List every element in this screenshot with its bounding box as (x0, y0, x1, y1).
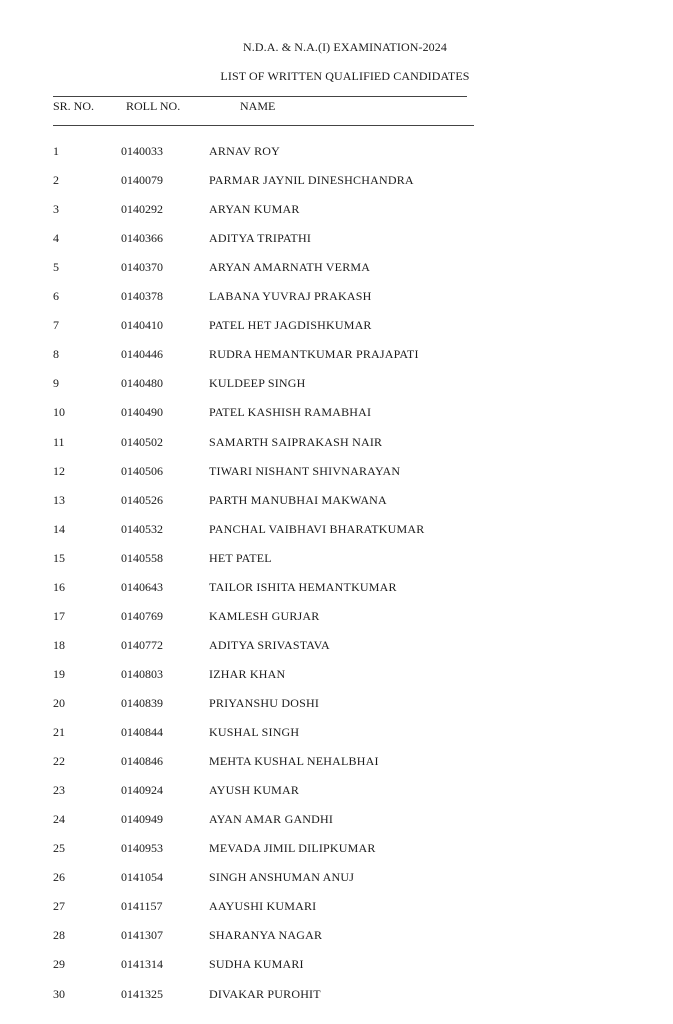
sr-no-cell: 18 (53, 637, 65, 652)
sr-no-cell: 21 (53, 725, 65, 739)
roll-no-cell: 0140643 (121, 579, 163, 594)
table-row (0, 812, 673, 832)
roll-no-cell: 0140410 (121, 318, 163, 333)
sr-no-cell: 1 (53, 144, 59, 158)
roll-no-cell: 0140446 (121, 347, 163, 362)
name-cell: PANCHAL VAIBHAVI BHARATKUMAR (209, 521, 425, 536)
table-row (0, 464, 673, 484)
sr-no-cell: 30 (53, 986, 65, 1001)
sr-no-cell: 26 (53, 870, 65, 885)
name-cell: KAMLESH GURJAR (209, 608, 320, 623)
sr-no-cell: 9 (53, 376, 59, 391)
sr-no-cell: 25 (53, 841, 65, 856)
table-row (0, 580, 673, 600)
roll-no-cell: 0140378 (121, 289, 163, 304)
name-cell: IZHAR KHAN (209, 666, 286, 681)
name-cell: DIVAKAR PUROHIT (209, 986, 321, 1001)
column-header-roll-no: ROLL NO. (126, 99, 181, 113)
roll-no-cell: 0141054 (121, 870, 163, 885)
name-cell: ARYAN AMARNATH VERMA (209, 260, 371, 275)
list-title: LIST OF WRITTEN QUALIFIED CANDIDATES (220, 69, 470, 83)
table-row (0, 609, 673, 629)
sr-no-cell: 10 (53, 405, 65, 420)
name-cell: SUDHA KUMARI (209, 957, 304, 972)
sr-no-cell: 5 (53, 260, 59, 275)
roll-no-cell: 0140506 (121, 463, 163, 478)
sr-no-cell: 4 (53, 231, 59, 246)
roll-no-cell: 0141307 (121, 928, 163, 943)
table-row (0, 551, 673, 571)
roll-no-cell: 0140953 (121, 841, 163, 856)
name-cell: MEHTA KUSHAL NEHALBHAI (209, 754, 379, 769)
roll-no-cell: 0140033 (121, 144, 163, 158)
name-cell: ARYAN KUMAR (209, 202, 300, 217)
roll-no-cell: 0140844 (121, 725, 163, 739)
roll-no-cell: 0141325 (121, 986, 163, 1001)
table-row (0, 667, 673, 687)
roll-no-cell: 0140846 (121, 754, 163, 769)
sr-no-cell: 23 (53, 783, 65, 798)
roll-no-cell: 0140924 (121, 783, 163, 798)
roll-no-cell: 0140772 (121, 637, 163, 652)
sr-no-cell: 17 (53, 608, 65, 623)
table-row (0, 231, 673, 251)
table-row (0, 870, 673, 890)
table-row (0, 144, 673, 164)
name-cell: AYAN AMAR GANDHI (209, 812, 334, 827)
table-row (0, 725, 673, 745)
name-cell: AYUSH KUMAR (209, 783, 300, 798)
sr-no-cell: 22 (53, 754, 65, 769)
table-row (0, 405, 673, 425)
sr-no-cell: 12 (53, 463, 65, 478)
sr-no-cell: 14 (53, 521, 65, 536)
name-cell: SINGH ANSHUMAN ANUJ (209, 870, 355, 885)
table-row (0, 202, 673, 222)
name-cell: PATEL HET JAGDISHKUMAR (209, 318, 372, 333)
name-cell: PRIYANSHU DOSHI (209, 696, 320, 710)
name-cell: SHARANYA NAGAR (209, 928, 323, 943)
table-row (0, 173, 673, 193)
roll-no-cell: 0140803 (121, 666, 163, 681)
roll-no-cell: 0140949 (121, 812, 163, 827)
sr-no-cell: 20 (53, 696, 65, 710)
sr-no-cell: 28 (53, 928, 65, 943)
table-row (0, 754, 673, 774)
sr-no-cell: 27 (53, 899, 65, 914)
name-cell: ARNAV ROY (209, 144, 281, 158)
sr-no-cell: 13 (53, 492, 65, 507)
roll-no-cell: 0141314 (121, 957, 163, 972)
name-cell: TAILOR ISHITA HEMANTKUMAR (209, 579, 397, 594)
roll-no-cell: 0140502 (121, 434, 163, 449)
roll-no-cell: 0140480 (121, 376, 163, 391)
name-cell: ADITYA TRIPATHI (209, 231, 312, 246)
roll-no-cell: 0140558 (121, 550, 163, 565)
roll-no-cell: 0140490 (121, 405, 163, 420)
name-cell: AAYUSHI KUMARI (209, 899, 317, 914)
name-cell: LABANA YUVRAJ PRAKASH (209, 289, 372, 304)
roll-no-cell: 0140526 (121, 492, 163, 507)
sr-no-cell: 19 (53, 666, 65, 681)
table-row (0, 783, 673, 803)
table-row (0, 987, 673, 1007)
table-row (0, 522, 673, 542)
roll-no-cell: 0140769 (121, 608, 163, 623)
table-row (0, 899, 673, 919)
name-cell: RUDRA HEMANTKUMAR PRAJAPATI (209, 347, 419, 362)
sr-no-cell: 15 (53, 550, 65, 565)
name-cell: KUSHAL SINGH (209, 725, 300, 739)
roll-no-cell: 0140532 (121, 521, 163, 536)
name-cell: SAMARTH SAIPRAKASH NAIR (209, 434, 383, 449)
sr-no-cell: 16 (53, 579, 65, 594)
roll-no-cell: 0140370 (121, 260, 163, 275)
sr-no-cell: 6 (53, 289, 59, 304)
table-row (0, 957, 673, 977)
name-cell: TIWARI NISHANT SHIVNARAYAN (209, 463, 401, 478)
roll-no-cell: 0141157 (121, 899, 163, 914)
name-cell: MEVADA JIMIL DILIPKUMAR (209, 841, 376, 856)
name-cell: PATEL KASHISH RAMABHAI (209, 405, 372, 420)
column-header-name: NAME (240, 99, 276, 113)
table-row (0, 696, 673, 716)
sr-no-cell: 3 (53, 202, 59, 217)
name-cell: KULDEEP SINGH (209, 376, 306, 391)
name-cell: PARTH MANUBHAI MAKWANA (209, 492, 387, 507)
table-row (0, 841, 673, 861)
exam-title: N.D.A. & N.A.(I) EXAMINATION-2024 (243, 40, 447, 54)
name-cell: ADITYA SRIVASTAVA (209, 637, 330, 652)
name-cell: PARMAR JAYNIL DINESHCHANDRA (209, 173, 414, 188)
table-row (0, 318, 673, 338)
roll-no-cell: 0140366 (121, 231, 163, 246)
column-header-sr-no: SR. NO. (53, 99, 95, 113)
name-cell: HET PATEL (209, 550, 272, 565)
sr-no-cell: 7 (53, 318, 59, 333)
roll-no-cell: 0140839 (121, 696, 163, 710)
table-row (0, 347, 673, 367)
roll-no-cell: 0140079 (121, 173, 163, 188)
table-row (0, 376, 673, 396)
roll-no-cell: 0140292 (121, 202, 163, 217)
table-row (0, 638, 673, 658)
sr-no-cell: 24 (53, 812, 65, 827)
table-row (0, 289, 673, 309)
table-row (0, 493, 673, 513)
sr-no-cell: 29 (53, 957, 65, 972)
table-row (0, 928, 673, 948)
table-row (0, 260, 673, 280)
sr-no-cell: 8 (53, 347, 59, 362)
sr-no-cell: 11 (53, 434, 65, 449)
table-row (0, 435, 673, 455)
sr-no-cell: 2 (53, 173, 59, 188)
